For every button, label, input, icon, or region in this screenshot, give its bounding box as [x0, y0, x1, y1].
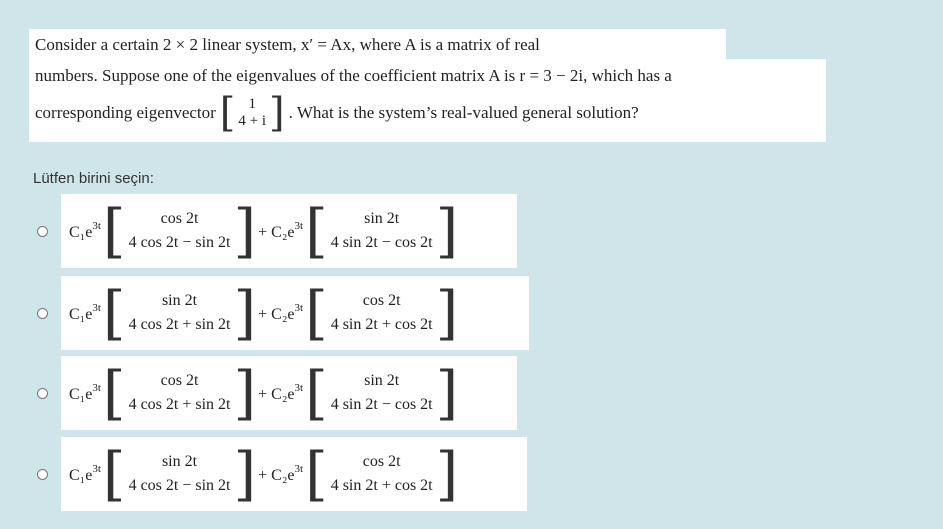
option-2-v1-bottom: 4 cos 2t + sin 2t: [128, 316, 231, 333]
question-text-3a: corresponding eigenvector: [35, 103, 216, 122]
option-4-vector-2: [ cos 2t 4 sin 2t + cos 2t ]: [305, 440, 459, 508]
option-2-c1: C₁e: [69, 306, 93, 323]
option-3-v1-top: cos 2t: [160, 372, 199, 389]
eigenvector-entry-1: 1: [248, 96, 256, 112]
question-text-3b: . What is the system’s real-valued general solution?: [288, 103, 639, 122]
option-1-exp2: 3t: [294, 220, 304, 232]
option-4-card[interactable]: [61, 437, 527, 511]
eigenvector: [219, 90, 285, 136]
left-bracket: [: [219, 90, 236, 136]
option-4-v1-bottom: 4 cos 2t − sin 2t: [128, 477, 231, 494]
option-2-exp2: 3t: [294, 302, 304, 314]
option-2-vector-1: [ sin 2t 4 cos 2t + sin 2t ]: [102, 279, 257, 347]
question-block: [29, 59, 826, 142]
option-2-vector-2: [ cos 2t 4 sin 2t + cos 2t ]: [305, 279, 459, 347]
option-3-vector-2: [ sin 2t 4 sin 2t − cos 2t ]: [305, 359, 459, 427]
option-3-card[interactable]: [61, 356, 517, 430]
option-3[interactable]: [37, 356, 517, 430]
choose-prompt: Lütfen birini seçin:: [33, 170, 154, 187]
option-1-v2-top: sin 2t: [364, 210, 400, 227]
option-4-radio[interactable]: [37, 469, 48, 480]
option-3-c2: + C₂e: [258, 386, 295, 403]
option-1-v2-bottom: 4 sin 2t − cos 2t: [330, 234, 433, 251]
option-1-v1-bottom: 4 cos 2t − sin 2t: [128, 234, 231, 251]
right-bracket: ]: [269, 90, 285, 136]
option-4-exp2: 3t: [294, 463, 304, 475]
eigenvector-entry-2: 4 + i: [238, 113, 267, 129]
option-3-v2-bottom: 4 sin 2t − cos 2t: [330, 396, 433, 413]
option-4-v1-top: sin 2t: [161, 453, 198, 470]
option-3-radio[interactable]: [37, 388, 48, 399]
option-3-c1: C₁e: [69, 386, 93, 403]
option-1-vector-2: [ sin 2t 4 sin 2t − cos 2t ]: [305, 197, 459, 265]
option-1-card[interactable]: [61, 194, 517, 268]
option-1-v1-top: cos 2t: [160, 210, 199, 227]
option-1-c2: + C₂e: [258, 224, 295, 241]
question-line-1: [29, 29, 726, 59]
option-3-v2-top: sin 2t: [364, 372, 400, 389]
question-line-3: [35, 89, 820, 137]
option-4-c1: C₁e: [69, 467, 93, 484]
option-1[interactable]: [37, 194, 517, 268]
option-3-v1-bottom: 4 cos 2t + sin 2t: [128, 396, 231, 413]
option-3-exp2: 3t: [294, 382, 304, 394]
option-3-exp1: 3t: [92, 382, 101, 394]
option-4-v2-bottom: 4 sin 2t + cos 2t: [330, 477, 433, 494]
question-text-1: Consider a certain 2 × 2 linear system, x′ = Ax, where A is a matrix of real: [35, 35, 540, 54]
option-2-v1-top: sin 2t: [161, 292, 198, 309]
question-text-2: numbers. Suppose one of the eigenvalues of the coefficient matrix A is r = 3 − 2i, which has a: [35, 66, 672, 85]
option-2-v2-top: cos 2t: [362, 292, 401, 309]
option-4-exp1: 3t: [92, 463, 101, 475]
option-2-v2-bottom: 4 sin 2t + cos 2t: [330, 316, 433, 333]
option-1-c1: C₁e: [69, 224, 93, 241]
option-4-v2-top: cos 2t: [362, 453, 401, 470]
option-1-radio[interactable]: [37, 226, 48, 237]
option-4[interactable]: [37, 437, 527, 511]
option-2-radio[interactable]: [37, 308, 48, 319]
option-2-c2: + C₂e: [258, 306, 295, 323]
option-1-vector-1: [ cos 2t 4 cos 2t − sin 2t ]: [102, 197, 257, 265]
option-4-c2: + C₂e: [258, 467, 295, 484]
option-3-vector-1: [ cos 2t 4 cos 2t + sin 2t ]: [102, 359, 257, 427]
option-4-vector-1: [ sin 2t 4 cos 2t − sin 2t ]: [102, 440, 257, 508]
option-2-card[interactable]: [61, 276, 529, 350]
option-2[interactable]: [37, 276, 529, 350]
option-2-exp1: 3t: [92, 302, 101, 314]
option-1-exp1: 3t: [92, 220, 101, 232]
